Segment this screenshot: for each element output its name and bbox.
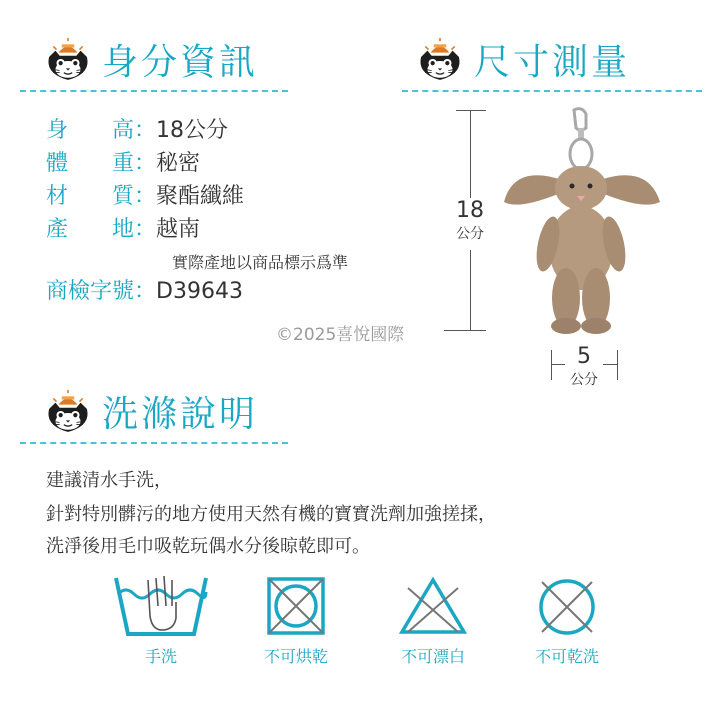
height-value: 18公分 [156, 118, 229, 143]
size-title: 尺寸測量 [474, 42, 631, 83]
profile-divider [20, 90, 288, 92]
size-divider [402, 90, 702, 92]
no-bleach-label: 不可漂白 [400, 647, 465, 666]
height-label: 身 高： [46, 118, 157, 143]
width-dim-unit: 公分 [570, 372, 598, 388]
material-row [46, 184, 244, 210]
profile-title: 身分資訊 [102, 42, 259, 83]
height-dim-top-tick [456, 110, 486, 111]
cat-mascot-icon [416, 38, 464, 82]
height-dim-bottom-tick [444, 330, 486, 331]
care-line-3: 洗淨後用毛巾吸乾玩偶水分後晾乾即可。 [46, 536, 370, 557]
height-dim-label [444, 198, 496, 243]
no-bleach-icon [398, 576, 468, 636]
height-row [46, 118, 228, 144]
hand-wash-icon [112, 572, 210, 646]
weight-value: 秘密 [156, 151, 201, 176]
cat-mascot-icon [44, 390, 92, 434]
height-dim-unit: 公分 [456, 226, 484, 242]
no-dry-clean-label: 不可乾洗 [534, 647, 599, 666]
copyright-text: ©2025喜悅國際 [276, 325, 405, 345]
care-heading [44, 386, 258, 437]
no-dry-clean-icon [536, 576, 598, 638]
height-dim-value: 18 [456, 198, 484, 223]
origin-note: 實際產地以商品標示爲準 [172, 253, 349, 272]
bunny-keychain-image [496, 106, 666, 346]
inspection-value: D39643 [156, 279, 243, 304]
care-line-1: 建議清水手洗， [46, 470, 172, 491]
weight-row [46, 151, 200, 177]
cat-mascot-icon [44, 38, 92, 82]
width-dim-value: 5 [577, 344, 591, 369]
origin-row [46, 217, 200, 243]
inspection-row [46, 279, 243, 305]
width-dim-right-tick [617, 350, 618, 380]
care-line-2: 針對特別髒污的地方使用天然有機的寶寶洗劑加強搓揉， [46, 504, 496, 525]
no-tumble-dry-label: 不可烘乾 [263, 647, 328, 666]
weight-label: 體 重： [46, 151, 157, 176]
inspection-label: 商檢字號： [46, 279, 157, 304]
height-dim-line-bottom [470, 250, 471, 330]
origin-label: 產 地： [46, 217, 157, 242]
origin-value: 越南 [156, 217, 201, 242]
size-heading [416, 34, 630, 85]
no-tumble-dry-icon [266, 576, 326, 636]
height-dim-line-top [470, 110, 471, 198]
material-value: 聚酯纖維 [156, 184, 245, 209]
width-dim-left-tick [551, 350, 552, 380]
hand-wash-label: 手洗 [144, 647, 177, 666]
care-title: 洗滌說明 [102, 394, 259, 435]
material-label: 材 質： [46, 184, 157, 209]
care-divider [20, 442, 288, 444]
width-dim-label [560, 344, 608, 389]
profile-heading [44, 34, 258, 85]
